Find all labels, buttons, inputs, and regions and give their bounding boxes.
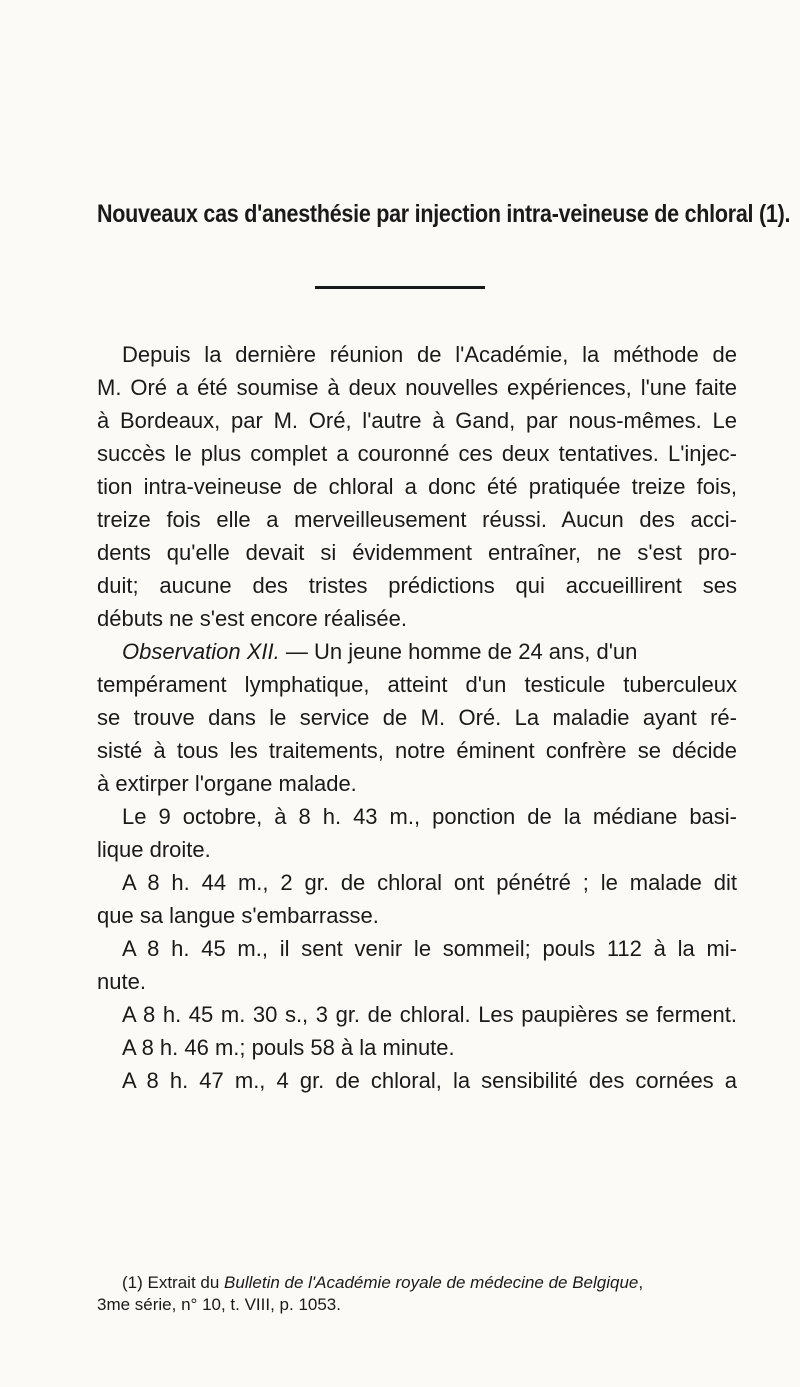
entry-line: A 8 h. 47 m., 4 gr. de chloral, la sensibilité des cornées a	[122, 1068, 737, 1093]
text-line: se trouve dans le service de M. Oré. La maladie ayant ré-	[97, 705, 737, 730]
footnote-reference: 3me série, n° 10, t. VIII, p. 1053.	[97, 1295, 341, 1314]
entry-line: A 8 h. 46 m.; pouls 58 à la minute.	[122, 1035, 455, 1060]
text-line: M. Oré a été soumise à deux nouvelles expériences, l'une faite	[97, 375, 737, 400]
footnote-prefix: (1) Extrait du	[122, 1273, 225, 1292]
text-line: Depuis la dernière réunion de l'Académie, la méthode de	[122, 342, 737, 367]
text-line: à Bordeaux, par M. Oré, l'autre à Gand, par nous-mêmes. Le	[97, 408, 737, 433]
observation-text: — Un jeune homme de 24 ans, d'un	[279, 639, 638, 664]
text-line: duit; aucune des tristes prédictions qui accueillirent ses	[97, 573, 737, 598]
text-line: succès le plus complet a couronné ces deux tentatives. L'injec-	[97, 441, 737, 466]
entry-line: que sa langue s'embarrasse.	[97, 903, 379, 928]
entry-line: A 8 h. 45 m., il sent venir le sommeil; pouls 112 à la mi-	[122, 936, 737, 961]
footnote-suffix: ,	[638, 1273, 644, 1292]
text-line: dents qu'elle devait si évidemment entraîner, ne s'est pro-	[97, 540, 737, 565]
entry-line: lique droite.	[97, 837, 211, 862]
text-line: tion intra-veineuse de chloral a donc été pratiquée treize fois,	[97, 474, 737, 499]
footnote	[97, 1272, 737, 1316]
entry-line: A 8 h. 44 m., 2 gr. de chloral ont pénétré ; le malade dit	[122, 870, 737, 895]
observation-line	[97, 635, 737, 668]
article-body	[97, 338, 737, 1097]
observation-label: Observation XII.	[122, 639, 280, 664]
text-line: à extirper l'organe malade.	[97, 771, 357, 796]
text-line: débuts ne s'est encore réalisée.	[97, 606, 407, 631]
text-line: sisté à tous les traitements, notre éminent confrère se décide	[97, 738, 737, 763]
title-divider	[315, 286, 485, 289]
entry-line: Le 9 octobre, à 8 h. 43 m., ponction de la médiane basi-	[122, 804, 737, 829]
footnote-source: Bulletin de l'Académie royale de médecine de Belgique	[224, 1273, 639, 1292]
text-line: tempérament lymphatique, atteint d'un testicule tuberculeux	[97, 672, 737, 697]
text-line: treize fois elle a merveilleusement réussi. Aucun des acci-	[97, 507, 737, 532]
entry-line: A 8 h. 45 m. 30 s., 3 gr. de chloral. Les paupières se ferment.	[122, 1002, 737, 1027]
entry-line: nute.	[97, 969, 146, 994]
footnote-line	[97, 1272, 737, 1294]
page-title: Nouveaux cas d'anesthésie par injection intra-veineuse de chloral (1).	[97, 200, 791, 228]
